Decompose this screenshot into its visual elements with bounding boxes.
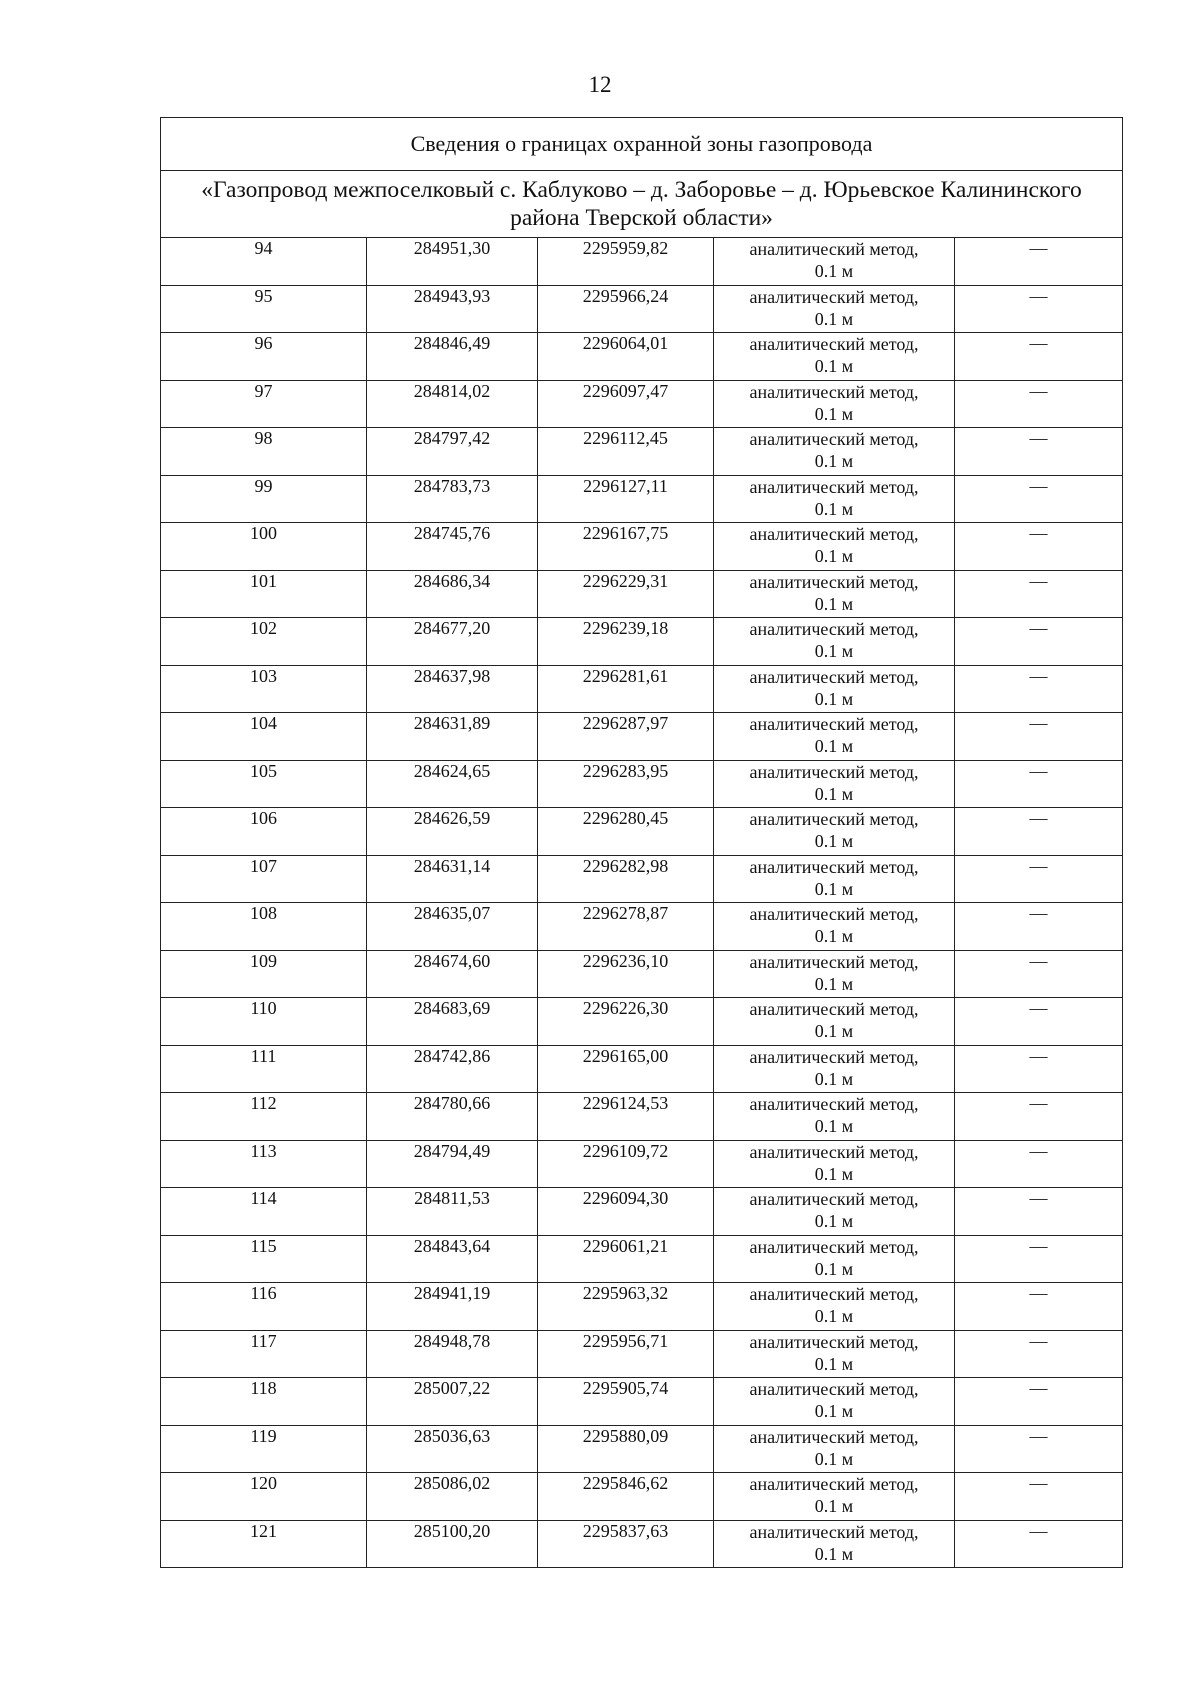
method-cell xyxy=(714,713,955,761)
table-row xyxy=(161,1520,1123,1568)
method-cell xyxy=(714,618,955,666)
method-text: аналитический метод, xyxy=(749,761,919,782)
table-row xyxy=(161,665,1123,713)
point-number-cell: 108 xyxy=(161,903,367,951)
y-coordinate-cell: 2296236,10 xyxy=(538,950,714,998)
y-coordinate-cell: 2296127,11 xyxy=(538,475,714,523)
y-coordinate-cell: 2296167,75 xyxy=(538,523,714,571)
x-coordinate-cell: 284811,53 xyxy=(367,1188,538,1236)
y-coordinate-cell: 2296124,53 xyxy=(538,1093,714,1141)
point-number-cell: 104 xyxy=(161,713,367,761)
y-coordinate-cell: 2296064,01 xyxy=(538,333,714,381)
precision-text: 0.1 м xyxy=(814,926,854,946)
method-cell xyxy=(714,333,955,381)
y-coordinate-cell: 2296282,98 xyxy=(538,855,714,903)
note-cell: — xyxy=(955,1235,1123,1283)
method-cell xyxy=(714,1188,955,1236)
point-number-cell: 100 xyxy=(161,523,367,571)
point-number-cell: 99 xyxy=(161,475,367,523)
method-cell xyxy=(714,665,955,713)
method-text: аналитический метод, xyxy=(749,571,919,592)
precision-text: 0.1 м xyxy=(814,641,854,661)
table-row xyxy=(161,523,1123,571)
precision-text: 0.1 м xyxy=(814,308,854,329)
point-number-cell: 120 xyxy=(161,1473,367,1521)
note-cell: — xyxy=(955,285,1123,333)
precision-text: 0.1 м xyxy=(814,1116,854,1136)
x-coordinate-cell: 284814,02 xyxy=(367,380,538,428)
y-coordinate-cell: 2295966,24 xyxy=(538,285,714,333)
method-text: аналитический метод, xyxy=(749,1046,919,1067)
method-cell xyxy=(714,523,955,571)
note-cell: — xyxy=(955,1378,1123,1426)
note-cell: — xyxy=(955,998,1123,1046)
method-cell xyxy=(714,855,955,903)
y-coordinate-cell: 2296165,00 xyxy=(538,1045,714,1093)
x-coordinate-cell: 285036,63 xyxy=(367,1425,538,1473)
point-number-cell: 112 xyxy=(161,1093,367,1141)
x-coordinate-cell: 284677,20 xyxy=(367,618,538,666)
x-coordinate-cell: 284783,73 xyxy=(367,475,538,523)
x-coordinate-cell: 284635,07 xyxy=(367,903,538,951)
table-row xyxy=(161,1188,1123,1236)
y-coordinate-cell: 2296094,30 xyxy=(538,1188,714,1236)
x-coordinate-cell: 284742,86 xyxy=(367,1045,538,1093)
precision-text: 0.1 м xyxy=(814,783,854,804)
method-text: аналитический метод, xyxy=(749,999,919,1019)
precision-text: 0.1 м xyxy=(814,1021,854,1041)
x-coordinate-cell: 284797,42 xyxy=(367,428,538,476)
method-cell xyxy=(714,475,955,523)
y-coordinate-cell: 2296283,95 xyxy=(538,760,714,808)
point-number-cell: 107 xyxy=(161,855,367,903)
note-cell: — xyxy=(955,475,1123,523)
point-number-cell: 113 xyxy=(161,1140,367,1188)
point-number-cell: 111 xyxy=(161,1045,367,1093)
x-coordinate-cell: 284843,64 xyxy=(367,1235,538,1283)
method-text: аналитический метод, xyxy=(749,856,919,877)
table-row xyxy=(161,1425,1123,1473)
point-number-cell: 102 xyxy=(161,618,367,666)
method-cell xyxy=(714,1140,955,1188)
method-text: аналитический метод, xyxy=(749,239,919,259)
precision-text: 0.1 м xyxy=(814,1306,854,1326)
method-text: аналитический метод, xyxy=(749,714,919,734)
precision-text: 0.1 м xyxy=(814,831,854,851)
method-cell xyxy=(714,238,955,286)
point-number-cell: 94 xyxy=(161,238,367,286)
method-cell xyxy=(714,1235,955,1283)
method-cell xyxy=(714,998,955,1046)
precision-text: 0.1 м xyxy=(814,878,854,899)
method-cell xyxy=(714,1045,955,1093)
method-text: аналитический метод, xyxy=(749,476,919,497)
precision-text: 0.1 м xyxy=(814,1353,854,1374)
table-row xyxy=(161,713,1123,761)
note-cell: — xyxy=(955,950,1123,998)
note-cell: — xyxy=(955,903,1123,951)
point-number-cell: 115 xyxy=(161,1235,367,1283)
method-text: аналитический метод, xyxy=(749,809,919,829)
page-number: 12 xyxy=(588,72,612,97)
table-row xyxy=(161,333,1123,381)
method-text: аналитический метод, xyxy=(749,1189,919,1209)
table-row xyxy=(161,1045,1123,1093)
note-cell: — xyxy=(955,1520,1123,1568)
point-number-cell: 106 xyxy=(161,808,367,856)
point-number-cell: 119 xyxy=(161,1425,367,1473)
y-coordinate-cell: 2296109,72 xyxy=(538,1140,714,1188)
method-text: аналитический метод, xyxy=(749,334,919,354)
boundary-coordinates-table xyxy=(160,117,1123,1568)
note-cell: — xyxy=(955,855,1123,903)
method-text: аналитический метод, xyxy=(749,1094,919,1114)
point-number-cell: 101 xyxy=(161,570,367,618)
y-coordinate-cell: 2296226,30 xyxy=(538,998,714,1046)
x-coordinate-cell: 284745,76 xyxy=(367,523,538,571)
x-coordinate-cell: 284780,66 xyxy=(367,1093,538,1141)
y-coordinate-cell: 2296229,31 xyxy=(538,570,714,618)
note-cell: — xyxy=(955,570,1123,618)
y-coordinate-cell: 2296239,18 xyxy=(538,618,714,666)
precision-text: 0.1 м xyxy=(814,403,854,424)
note-cell: — xyxy=(955,1045,1123,1093)
precision-text: 0.1 м xyxy=(814,546,854,566)
point-number-cell: 109 xyxy=(161,950,367,998)
point-number-cell: 98 xyxy=(161,428,367,476)
method-text: аналитический метод, xyxy=(749,381,919,402)
precision-text: 0.1 м xyxy=(814,1211,854,1231)
subtitle-line-1: «Газопровод межпоселковый с. Каблуково – д. Заборовье – д. Юрьевское Калининского xyxy=(201,177,1082,203)
method-text: аналитический метод, xyxy=(749,666,919,687)
y-coordinate-cell: 2296112,45 xyxy=(538,428,714,476)
method-cell xyxy=(714,1473,955,1521)
y-coordinate-cell: 2295956,71 xyxy=(538,1330,714,1378)
method-text: аналитический метод, xyxy=(749,904,919,924)
x-coordinate-cell: 284683,69 xyxy=(367,998,538,1046)
precision-text: 0.1 м xyxy=(814,498,854,519)
point-number-cell: 117 xyxy=(161,1330,367,1378)
table-row xyxy=(161,950,1123,998)
note-cell: — xyxy=(955,1283,1123,1331)
precision-text: 0.1 м xyxy=(814,1543,854,1564)
note-cell: — xyxy=(955,665,1123,713)
x-coordinate-cell: 284948,78 xyxy=(367,1330,538,1378)
x-coordinate-cell: 284943,93 xyxy=(367,285,538,333)
note-cell: — xyxy=(955,760,1123,808)
note-cell: — xyxy=(955,333,1123,381)
note-cell: — xyxy=(955,428,1123,476)
method-text: аналитический метод, xyxy=(749,1284,919,1304)
point-number-cell: 110 xyxy=(161,998,367,1046)
table-row xyxy=(161,760,1123,808)
y-coordinate-cell: 2296287,97 xyxy=(538,713,714,761)
x-coordinate-cell: 284626,59 xyxy=(367,808,538,856)
x-coordinate-cell: 284674,60 xyxy=(367,950,538,998)
method-text: аналитический метод, xyxy=(749,951,919,972)
method-cell xyxy=(714,950,955,998)
point-number-cell: 95 xyxy=(161,285,367,333)
precision-text: 0.1 м xyxy=(814,1258,854,1279)
note-cell: — xyxy=(955,1188,1123,1236)
x-coordinate-cell: 285100,20 xyxy=(367,1520,538,1568)
y-coordinate-cell: 2295837,63 xyxy=(538,1520,714,1568)
precision-text: 0.1 м xyxy=(814,1496,854,1516)
point-number-cell: 103 xyxy=(161,665,367,713)
method-text: аналитический метод, xyxy=(749,1521,919,1542)
method-cell xyxy=(714,760,955,808)
y-coordinate-cell: 2295963,32 xyxy=(538,1283,714,1331)
table-row xyxy=(161,570,1123,618)
precision-text: 0.1 м xyxy=(814,1448,854,1469)
method-cell xyxy=(714,808,955,856)
method-cell xyxy=(714,1520,955,1568)
table-row xyxy=(161,1140,1123,1188)
table-row xyxy=(161,998,1123,1046)
note-cell: — xyxy=(955,1093,1123,1141)
note-cell: — xyxy=(955,1140,1123,1188)
point-number-cell: 114 xyxy=(161,1188,367,1236)
y-coordinate-cell: 2295959,82 xyxy=(538,238,714,286)
method-text: аналитический метод, xyxy=(749,1331,919,1352)
table-title-text: Сведения о границах охранной зоны газопровода xyxy=(410,131,873,156)
y-coordinate-cell: 2296280,45 xyxy=(538,808,714,856)
method-text: аналитический метод, xyxy=(749,1236,919,1257)
precision-text: 0.1 м xyxy=(814,356,854,376)
method-text: аналитический метод, xyxy=(749,1474,919,1494)
method-cell xyxy=(714,570,955,618)
method-cell xyxy=(714,285,955,333)
table-row xyxy=(161,475,1123,523)
precision-text: 0.1 м xyxy=(814,593,854,614)
x-coordinate-cell: 284941,19 xyxy=(367,1283,538,1331)
point-number-cell: 116 xyxy=(161,1283,367,1331)
x-coordinate-cell: 284846,49 xyxy=(367,333,538,381)
method-text: аналитический метод, xyxy=(749,1426,919,1447)
method-cell xyxy=(714,1330,955,1378)
table-row xyxy=(161,285,1123,333)
precision-text: 0.1 м xyxy=(814,1068,854,1089)
note-cell: — xyxy=(955,1425,1123,1473)
x-coordinate-cell: 284631,89 xyxy=(367,713,538,761)
table-row xyxy=(161,1330,1123,1378)
table-row xyxy=(161,1473,1123,1521)
y-coordinate-cell: 2295846,62 xyxy=(538,1473,714,1521)
table-row xyxy=(161,1093,1123,1141)
y-coordinate-cell: 2296061,21 xyxy=(538,1235,714,1283)
method-text: аналитический метод, xyxy=(749,1141,919,1162)
precision-text: 0.1 м xyxy=(814,261,854,281)
note-cell: — xyxy=(955,238,1123,286)
method-text: аналитический метод, xyxy=(749,286,919,307)
precision-text: 0.1 м xyxy=(814,1401,854,1421)
method-cell xyxy=(714,1378,955,1426)
table-row xyxy=(161,1283,1123,1331)
method-cell xyxy=(714,1283,955,1331)
note-cell: — xyxy=(955,1473,1123,1521)
table-subtitle xyxy=(161,171,1123,238)
method-text: аналитический метод, xyxy=(749,429,919,449)
method-cell xyxy=(714,380,955,428)
note-cell: — xyxy=(955,523,1123,571)
precision-text: 0.1 м xyxy=(814,688,854,709)
y-coordinate-cell: 2295880,09 xyxy=(538,1425,714,1473)
note-cell: — xyxy=(955,808,1123,856)
note-cell: — xyxy=(955,713,1123,761)
precision-text: 0.1 м xyxy=(814,1163,854,1184)
x-coordinate-cell: 284951,30 xyxy=(367,238,538,286)
x-coordinate-cell: 284624,65 xyxy=(367,760,538,808)
x-coordinate-cell: 285086,02 xyxy=(367,1473,538,1521)
precision-text: 0.1 м xyxy=(814,736,854,756)
method-text: аналитический метод, xyxy=(749,524,919,544)
point-number-cell: 121 xyxy=(161,1520,367,1568)
method-cell xyxy=(714,1093,955,1141)
table-row xyxy=(161,618,1123,666)
table-row xyxy=(161,1378,1123,1426)
method-cell xyxy=(714,1425,955,1473)
point-number-cell: 96 xyxy=(161,333,367,381)
x-coordinate-cell: 284637,98 xyxy=(367,665,538,713)
point-number-cell: 97 xyxy=(161,380,367,428)
precision-text: 0.1 м xyxy=(814,451,854,471)
note-cell: — xyxy=(955,1330,1123,1378)
point-number-cell: 118 xyxy=(161,1378,367,1426)
table-row xyxy=(161,238,1123,286)
method-cell xyxy=(714,903,955,951)
table-row xyxy=(161,380,1123,428)
table-title xyxy=(161,118,1123,171)
table-row xyxy=(161,855,1123,903)
method-text: аналитический метод, xyxy=(749,619,919,639)
subtitle-line-2: района Тверской области» xyxy=(510,205,773,231)
y-coordinate-cell: 2296278,87 xyxy=(538,903,714,951)
x-coordinate-cell: 284686,34 xyxy=(367,570,538,618)
table-row xyxy=(161,428,1123,476)
table-row xyxy=(161,1235,1123,1283)
y-coordinate-cell: 2296097,47 xyxy=(538,380,714,428)
y-coordinate-cell: 2295905,74 xyxy=(538,1378,714,1426)
note-cell: — xyxy=(955,380,1123,428)
note-cell: — xyxy=(955,618,1123,666)
table-row xyxy=(161,903,1123,951)
point-number-cell: 105 xyxy=(161,760,367,808)
table-row xyxy=(161,808,1123,856)
method-text: аналитический метод, xyxy=(749,1379,919,1399)
precision-text: 0.1 м xyxy=(814,973,854,994)
y-coordinate-cell: 2296281,61 xyxy=(538,665,714,713)
x-coordinate-cell: 285007,22 xyxy=(367,1378,538,1426)
x-coordinate-cell: 284631,14 xyxy=(367,855,538,903)
method-cell xyxy=(714,428,955,476)
x-coordinate-cell: 284794,49 xyxy=(367,1140,538,1188)
